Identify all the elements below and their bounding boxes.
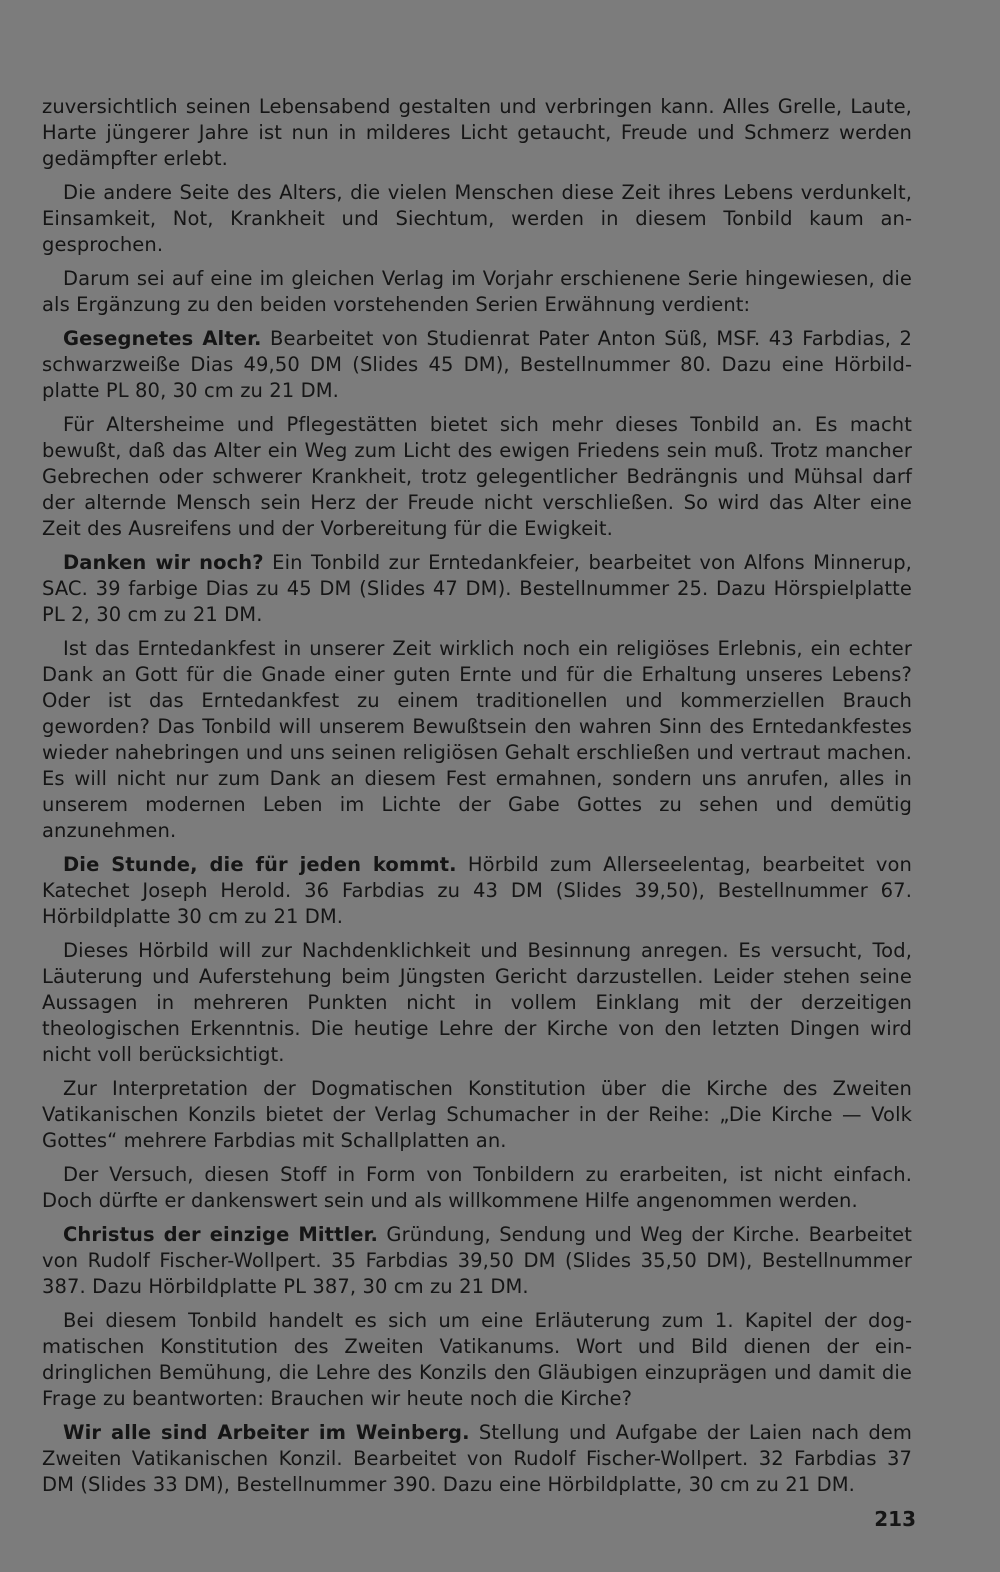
paragraph-text: Ein Tonbild zur Erntedankfeier, bearbeitet von Alfons Minnerup, SAC. 39 farbige Dias zu 45 DM (Slides 47 DM). Bestellnummer 25. Dazu Hörspielplatte PL 2, 30 cm zu 21 DM. bbox=[42, 551, 912, 626]
paragraph-text: Dieses Hörbild will zur Nachdenklichkeit und Besinnung anregen. Es versucht, Tod, Läuterung und Auferstehung beim Jüngsten Gericht darzustellen. Leider stehen seine Aussagen in mehreren Punkten nicht in vollem Einklang mit der derzeitigen theologischen Erkenntnis. Die heutige Lehre der Kirche von den letzten Dingen wird nicht voll berücksichtigt. bbox=[42, 939, 912, 1066]
page-number: 213 bbox=[874, 1507, 916, 1531]
paragraph-text: Bei diesem Tonbild handelt es sich um eine Erläuterung zum 1. Kapitel der dogmatischen Konstitution des Zweiten Vatikanums. Wort und Bild dienen der eindringlichen Bemühung, die Lehre des Konzils den Gläubigen einzuprägen und damit die Frage zu beantworten: Brauchen wir heute noch die Kirche? bbox=[42, 1309, 912, 1410]
paragraph-text: Darum sei auf eine im gleichen Verlag im Vorjahr erschienene Serie hingewiesen, die als Ergänzung zu den beiden vorstehenden Serien Erwähnung verdient: bbox=[42, 267, 912, 316]
paragraph bbox=[42, 1162, 912, 1214]
entry-paragraph bbox=[42, 550, 912, 628]
paragraph-text: zuversichtlich seinen Lebensabend gestalten und verbringen kann. Alles Grelle, Laute, Harte jüngerer Jahre ist nun in milderes Licht getaucht, Freude und Schmerz werden gedämpfter erlebt. bbox=[42, 95, 912, 170]
entry-title: Danken wir noch? bbox=[63, 551, 264, 574]
paragraph bbox=[42, 1308, 912, 1412]
paragraph-text: Die andere Seite des Alters, die vielen Menschen diese Zeit ihres Lebens verdunkelt, Einsamkeit, Not, Krankheit und Siechtum, werden in diesem Tonbild kaum angesprochen. bbox=[42, 181, 912, 256]
paragraph-text: Für Altersheime und Pflegestätten bietet sich mehr dieses Tonbild an. Es macht bewußt, daß das Alter ein Weg zum Licht des ewigen Friedens sein muß. Trotz mancher Gebrechen oder schwerer Krankheit, trotz gelegentlicher Bedrängnis und Mühsal darf der alternde Mensch sein Herz der Freude nicht verschließen. So wird das Alter eine Zeit des Ausreifens und der Vorbereitung für die Ewigkeit. bbox=[42, 413, 912, 540]
entry-paragraph bbox=[42, 1222, 912, 1300]
paragraph-text: Hörbild zum Allerseelentag, bearbeitet von Katechet Joseph Herold. 36 Farbdias zu 43 DM (Slides 39,50), Bestellnummer 67. Hörbildplatte 30 cm zu 21 DM. bbox=[42, 853, 912, 928]
paragraph bbox=[42, 938, 912, 1068]
entry-paragraph bbox=[42, 326, 912, 404]
paragraph bbox=[42, 412, 912, 542]
entry-title: Gesegnetes Alter. bbox=[63, 327, 262, 350]
paragraph bbox=[42, 266, 912, 318]
entry-title: Die Stunde, die für jeden kommt. bbox=[63, 853, 457, 876]
paragraph bbox=[42, 636, 912, 844]
paragraph bbox=[42, 180, 912, 258]
entry-title: Christus der einzige Mittler. bbox=[63, 1223, 379, 1246]
entry-title: Wir alle sind Arbeiter im Weinberg. bbox=[63, 1421, 470, 1444]
entry-paragraph bbox=[42, 1420, 912, 1498]
paragraph-text: Stellung und Aufgabe der Laien nach dem Zweiten Vatikanischen Konzil. Bearbeitet von Rudolf Fischer-Wollpert. 32 Farbdias 37 DM (Slides 33 DM), Bestellnummer 390. Dazu eine Hörbildplatte, 30 cm zu 21 DM. bbox=[42, 1421, 912, 1496]
paragraph-text: Ist das Erntedankfest in unserer Zeit wirklich noch ein religiöses Erlebnis, ein echter Dank an Gott für die Gnade einer guten Ernte und für die Erhaltung unseres Lebens? Oder ist das Erntedankfest zu einem traditionellen und kommerziellen Brauch geworden? Das Tonbild will unserem Bewußtsein den wahren Sinn des Erntedankfestes wieder nahebringen und uns seinen religiösen Gehalt erschließen und vertraut machen. Es will nicht nur zum Dank an diesem Fest ermahnen, sondern uns anrufen, alles in unserem modernen Leben im Lichte der Gabe Gottes zu sehen und demütig anzunehmen. bbox=[42, 637, 912, 842]
paragraph bbox=[42, 1076, 912, 1154]
paragraph-text: Gründung, Sendung und Weg der Kirche. Bearbeitet von Rudolf Fischer-Wollpert. 35 Farbdias 39,50 DM (Slides 35,50 DM), Bestellnummer 387. Dazu Hörbildplatte PL 387, 30 cm zu 21 DM. bbox=[42, 1223, 912, 1298]
paragraph-text: Der Versuch, diesen Stoff in Form von Tonbildern zu erarbeiten, ist nicht einfach. Doch dürfte er dankenswert sein und als willkommene Hilfe angenommen werden. bbox=[42, 1163, 912, 1212]
page-body bbox=[42, 94, 912, 1506]
paragraph-text: Bearbeitet von Studienrat Pater Anton Süß, MSF. 43 Farbdias, 2 schwarzweiße Dias 49,50 DM (Slides 45 DM), Bestellnummer 80. Dazu eine Hörbildplatte PL 80, 30 cm zu 21 DM. bbox=[42, 327, 912, 402]
paragraph bbox=[42, 94, 912, 172]
entry-paragraph bbox=[42, 852, 912, 930]
paragraph-text: Zur Interpretation der Dogmatischen Konstitution über die Kirche des Zweiten Vatikanischen Konzils bietet der Verlag Schumacher in der Reihe: „Die Kirche — Volk Gottes“ mehrere Farbdias mit Schallplatten an. bbox=[42, 1077, 912, 1152]
